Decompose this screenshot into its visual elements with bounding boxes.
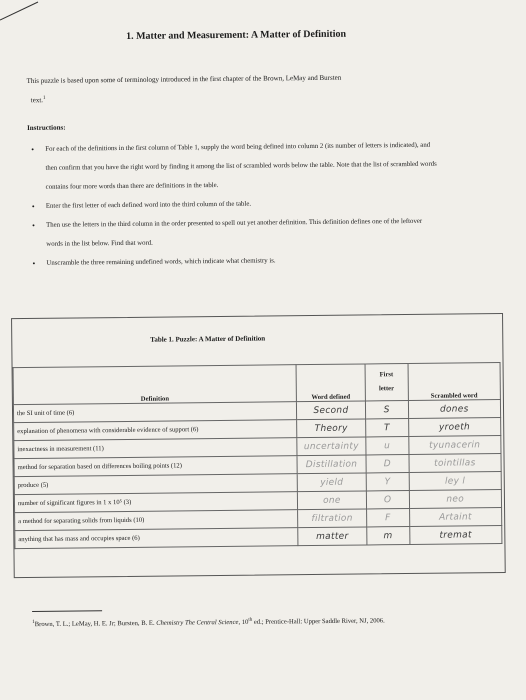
cell-definition: method for separation based on differences boiling points (12) — [14, 456, 297, 477]
cell-definition: produce (5) — [14, 474, 297, 495]
footnote-divider — [32, 610, 102, 612]
table-container — [11, 313, 506, 578]
cell-letter[interactable]: u — [366, 437, 409, 455]
intro-line-2: text.$^1$ — [30, 95, 46, 105]
cell-word[interactable]: matter — [298, 527, 367, 546]
table-header-row — [13, 363, 500, 405]
cell-letter[interactable]: O — [366, 491, 409, 509]
intro-line-1: This puzzle is based upon some of terminology introduced in the first chapter of the Brown, LeMay and Bursten — [26, 73, 342, 85]
instruction-item: • Unscramble the three remaining undefined words, which indicate what chemistry is. — [28, 250, 438, 273]
cell-word[interactable]: Theory — [297, 419, 366, 438]
cell-definition: inexactness in measurement (11) — [14, 438, 297, 459]
cell-scrambled: tyunacerin — [408, 436, 501, 455]
intro-paragraph — [26, 68, 426, 110]
footnote-number: 1 — [32, 619, 35, 625]
cell-scrambled: ley l — [409, 472, 502, 491]
book-title: Chemistry The Central Science — [156, 618, 239, 627]
instruction-item: • For each of the definitions in the first column of Table 1, supply the word being defined into column 2 (its number of letters is indicated), and then confirm that you have the right word by finding it among the list of scrambled words below the table. Note that the list of scrambled words contains four more words than there are definitions in the table. — [31, 141, 437, 191]
instructions-heading: Instructions: — [27, 123, 66, 132]
instruction-item: • Enter the first letter of each defined word into the third column of the table. — [28, 193, 438, 216]
cell-letter[interactable]: S — [365, 401, 408, 419]
bullet-icon: • — [32, 258, 36, 268]
cell-word[interactable]: uncertainty — [297, 437, 366, 456]
bullet-icon: • — [32, 220, 35, 230]
cell-definition: a method for separating solids from liquids (10) — [15, 510, 298, 531]
cell-word[interactable]: one — [297, 491, 366, 510]
table-row — [15, 526, 502, 549]
cell-letter[interactable]: D — [366, 455, 409, 473]
bullet-icon: • — [31, 201, 35, 211]
bullet-icon: • — [31, 144, 35, 154]
cell-letter[interactable]: F — [366, 509, 409, 527]
cell-definition: the SI unit of time (6) — [13, 402, 296, 423]
footnote: $^1$Brown, T. L.; LeMay, H. E. Jr; Bursten, B. E. Chemistry The Central Science, 10th ed.; Prentice-Hall: Upper Saddle River, NJ, 2006. — [32, 617, 385, 629]
cell-scrambled: dones — [408, 400, 501, 419]
cell-scrambled: yroeth — [408, 418, 501, 437]
cell-definition: anything that has mass and occupies space (6) — [15, 528, 298, 549]
worksheet-page — [17, 23, 496, 629]
header-scrambled-word: Scrambled word — [408, 363, 501, 401]
cell-word[interactable]: filtration — [298, 509, 367, 528]
footnote-marker: 1 — [42, 95, 46, 101]
cell-scrambled: tointillas — [409, 454, 502, 473]
cell-letter[interactable]: Y — [366, 473, 409, 491]
header-definition: Definition — [13, 365, 296, 405]
cell-word[interactable]: Distillation — [297, 455, 366, 474]
cell-word[interactable]: yield — [297, 473, 366, 492]
header-word-defined: Word defined — [296, 364, 365, 402]
pen-mark-line — [0, 0, 40, 22]
cell-scrambled: tremat — [409, 526, 502, 545]
cell-letter[interactable]: T — [366, 419, 409, 437]
cell-scrambled: Artaint — [409, 508, 502, 527]
table-caption: Table 1. Puzzle: A Matter of Definition — [150, 334, 266, 344]
cell-definition: number of significant figures in 1 x 10⁵ (3) — [14, 492, 297, 513]
cell-word[interactable]: Second — [296, 401, 365, 420]
cell-scrambled: neo — [409, 490, 502, 509]
page-title: 1. Matter and Measurement: A Matter of Definition — [126, 28, 347, 42]
instructions-list — [27, 136, 438, 273]
instruction-item: • Then use the letters in the third column in the order presented to spell out yet another definition. This definition defines one of the leftover words in the list below. Find that word. — [32, 217, 423, 248]
cell-definition: explanation of phenomena with considerable evidence of support (6) — [14, 420, 297, 441]
header-first-letter: First letter — [365, 364, 408, 401]
puzzle-table — [13, 362, 503, 549]
cell-letter[interactable]: m — [367, 527, 410, 545]
